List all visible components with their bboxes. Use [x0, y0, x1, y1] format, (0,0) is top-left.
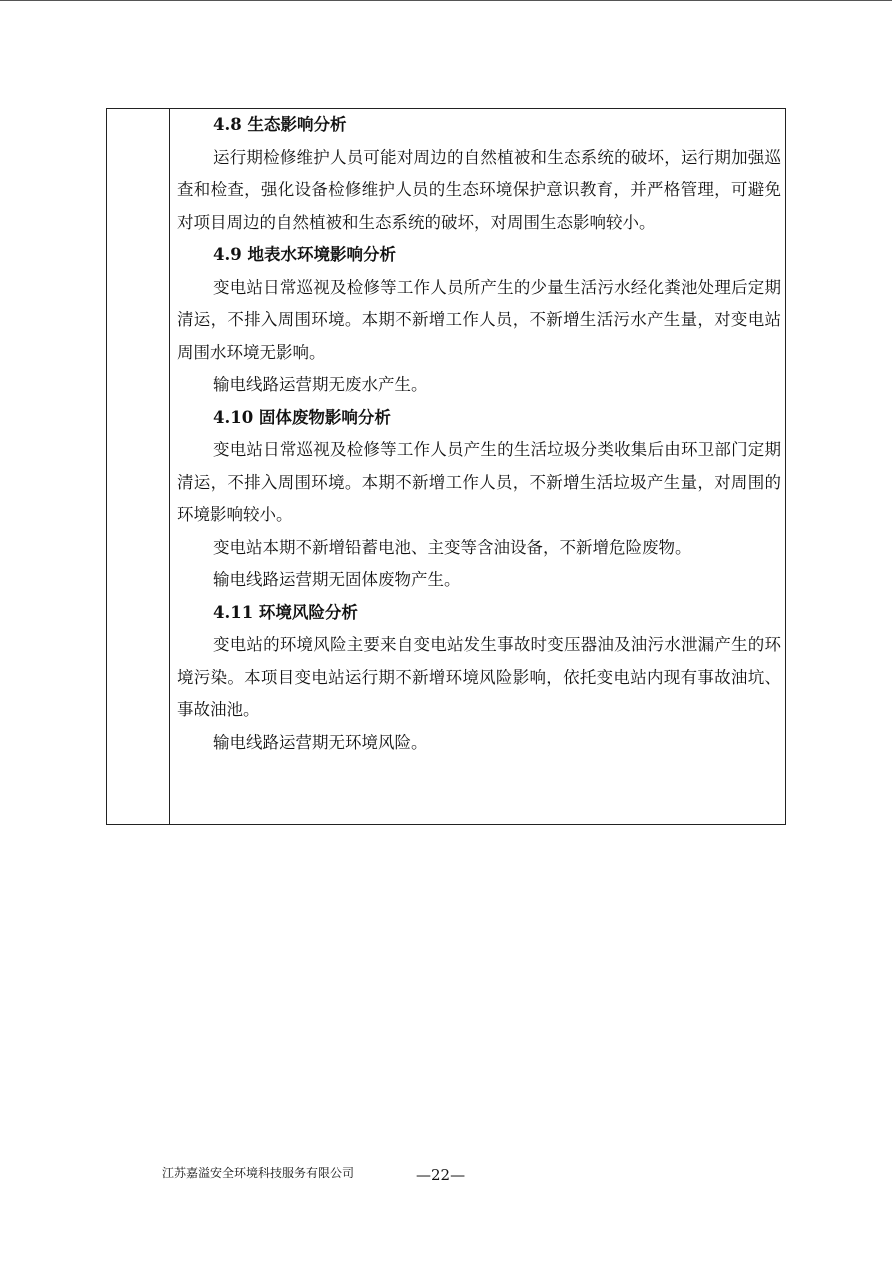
- section-4-9-paragraph-1: 变电站日常巡视及检修等工作人员所产生的少量生活污水经化粪池处理后定期清运，不排入周围环境。本期不新增工作人员，不新增生活污水产生量，对变电站周围水环境无影响。: [177, 277, 781, 362]
- top-border-line: [0, 0, 892, 1]
- section-heading-4-9: 4.9 地表水环境影响分析: [213, 245, 396, 264]
- section-4-9-paragraph-2: 输电线路运营期无废水产生。: [213, 375, 428, 394]
- section-4-11-paragraph-1: 变电站的环境风险主要来自变电站发生事故时变压器油及油污水泄漏产生的环境污染。本项目变电站运行期不新增环境风险影响，依托变电站内现有事故油坑、事故油池。: [177, 635, 781, 719]
- table-column-divider: [169, 109, 170, 824]
- section-4-8-paragraph-1: 运行期检修维护人员可能对周边的自然植被和生态系统的破坏，运行期加强巡查和检查，强化设备检修维护人员的生态环境保护意识教育，并严格管理，可避免对项目周边的自然植被和生态系统的破坏，对周围生态影响较小。: [177, 147, 781, 232]
- section-heading-4-8: 4.8 生态影响分析: [213, 115, 347, 134]
- footer-page-number: —22—: [416, 1166, 466, 1184]
- section-4-10-paragraph-3: 输电线路运营期无固体废物产生。: [213, 570, 461, 589]
- content-table: [106, 108, 786, 825]
- section-4-10-paragraph-1: 变电站日常巡视及检修等工作人员产生的生活垃圾分类收集后由环卫部门定期清运，不排入周围环境。本期不新增工作人员，不新增生活垃圾产生量，对周围的环境影响较小。: [177, 440, 781, 524]
- footer-company-name: 江苏嘉溢安全环境科技服务有限公司: [162, 1166, 355, 1180]
- section-heading-4-10: 4.10 固体废物影响分析: [213, 407, 391, 427]
- table-content-cell: [177, 109, 781, 759]
- section-heading-4-11: 4.11 环境风险分析: [213, 602, 358, 622]
- section-4-11-paragraph-2: 输电线路运营期无环境风险。: [213, 732, 428, 752]
- section-4-10-paragraph-2: 变电站本期不新增铅蓄电池、主变等含油设备，不新增危险废物。: [213, 537, 692, 557]
